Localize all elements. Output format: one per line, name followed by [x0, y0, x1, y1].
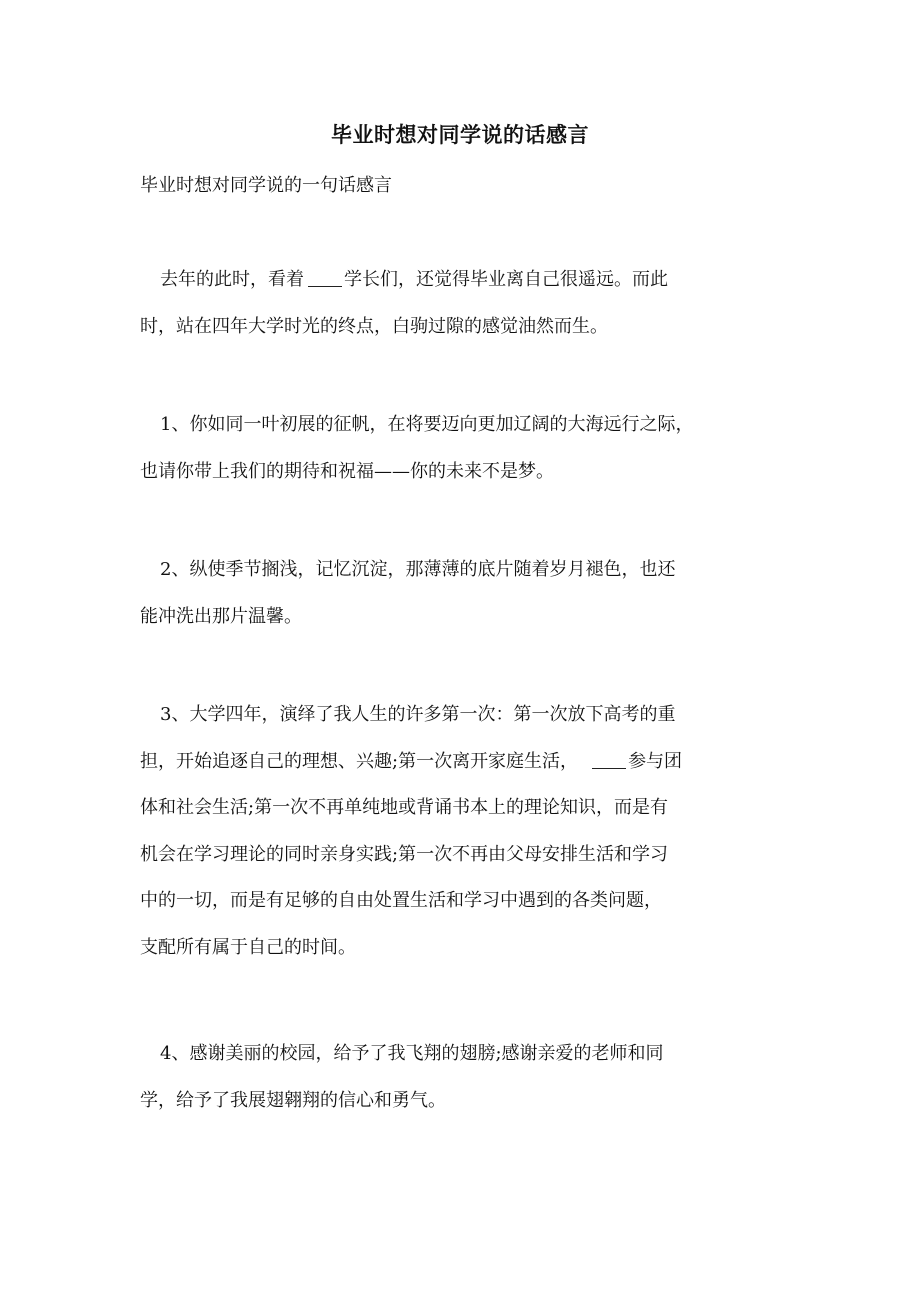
paragraph-item-4 [140, 1031, 780, 1124]
text-segment: 去年的此时，看着 [160, 269, 304, 290]
paragraph-line [140, 739, 780, 786]
document-subtitle: 毕业时想对同学说的一句话感言 [140, 175, 392, 196]
paragraph-line: 2、纵使季节搁浅，记忆沉淀，那薄薄的底片随着岁月褪色，也还 [160, 559, 676, 580]
paragraph-line: 学，给予了我展翅翱翔的信心和勇气。 [140, 1089, 446, 1111]
text-segment: 参与团 [628, 750, 683, 772]
paragraph-line: 中的一切，而是有足够的自由处置生活和学习中遇到的各类问题， [140, 890, 662, 911]
paragraph-line: 4、感谢美丽的校园，给予了我飞翔的翅膀;感谢亲爱的老师和同 [160, 1043, 664, 1064]
paragraph-line: 机会在学习理论的同时亲身实践;第一次不再由父母安排生活和学习 [140, 843, 669, 865]
paragraph-line [140, 257, 780, 304]
paragraph-line: 3、大学四年，演绎了我人生的许多第一次：第一次放下高考的重 [160, 704, 676, 725]
fill-in-blank [592, 750, 626, 769]
paragraph-item-2 [140, 547, 780, 640]
paragraph-item-1 [140, 402, 780, 495]
paragraph-line: 1、你如同一叶初展的征帆，在将要迈向更加辽阔的大海远行之际， [160, 414, 694, 435]
paragraph-item-3 [140, 692, 780, 971]
paragraph-intro [140, 257, 780, 350]
document-title: 毕业时想对同学说的话感言 [331, 123, 589, 147]
paragraph-line: 支配所有属于自己的时间。 [140, 936, 356, 958]
fill-in-blank [308, 268, 342, 287]
text-segment: 学长们，还觉得毕业离自己很遥远。而此 [344, 269, 668, 290]
paragraph-line: 时，站在四年大学时光的终点，白驹过隙的感觉油然而生。 [140, 315, 608, 337]
paragraph-line: 也请你带上我们的期待和祝福——你的未来不是梦。 [140, 460, 554, 482]
text-segment: 担，开始追逐自己的理想、兴趣;第一次离开家庭生活， [140, 750, 579, 772]
paragraph-line: 能冲洗出那片温馨。 [140, 605, 302, 627]
paragraph-line: 体和社会生活;第一次不再单纯地或背诵书本上的理论知识，而是有 [140, 797, 669, 818]
